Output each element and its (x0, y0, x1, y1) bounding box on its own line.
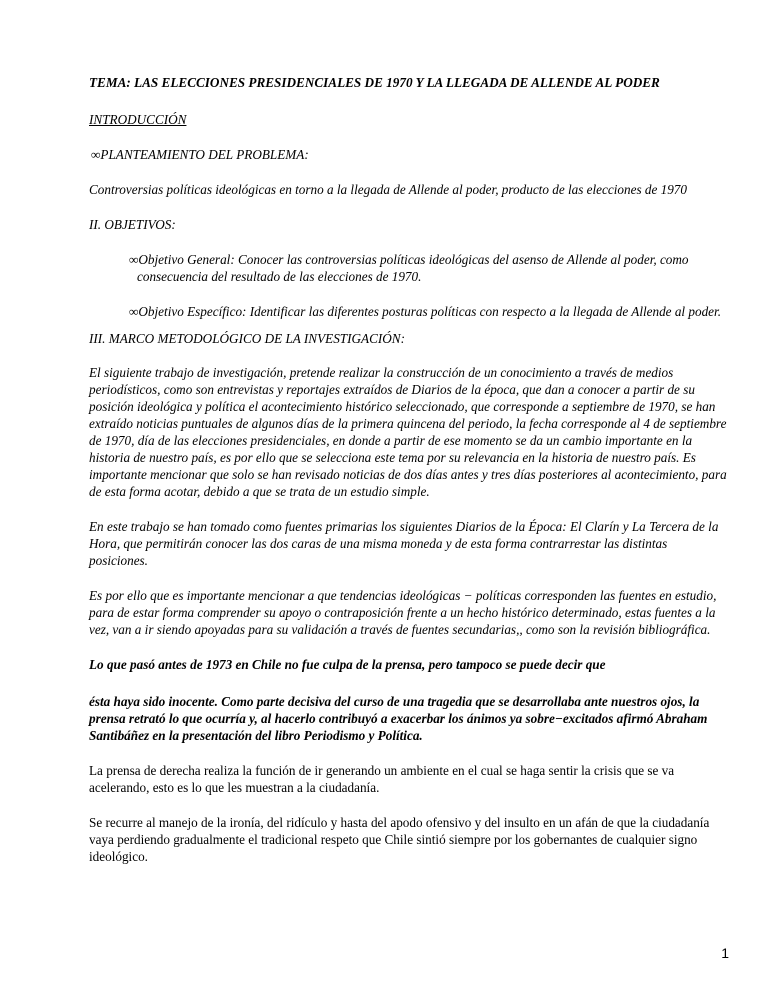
objective-specific: ∞Objetivo Específico: Identificar las diferentes posturas políticas con respecto a la llegada de Allende al poder. (129, 304, 721, 319)
problem-heading: ∞PLANTEAMIENTO DEL PROBLEMA: (91, 147, 309, 162)
body-paragraph-2: Se recurre al manejo de la ironía, del ridículo y hasta del apodo ofensivo y del insulto en un afán de que la ciudadanía vaya perdiendo gradualmente el tradicional respeto que Chile sintió siempre por los gobernantes de cualquier signo ideológico. (89, 815, 710, 864)
quote-line-2: ésta haya sido inocente. Como parte decisiva del curso de una tragedia que se desarrollaba ante nuestros ojos, la prensa retrató lo que ocurría y, al hacerlo contribuyó a exacerbar los ánimos ya sobre−excitados afirmó Abraham Santibáñez en la presentación del libro Periodismo y Política. (89, 694, 708, 743)
objectives-heading: II. OBJETIVOS: (89, 217, 176, 232)
body-paragraph-1: La prensa de derecha realiza la función de ir generando un ambiente en el cual se haga sentir la crisis que se va acelerando, esto es lo que les muestran a la ciudadanía. (89, 763, 675, 795)
method-heading: III. MARCO METODOLÓGICO DE LA INVESTIGACIÓN: (89, 331, 405, 346)
page-number: 1 (721, 945, 729, 961)
problem-text: Controversias políticas ideológicas en torno a la llegada de Allende al poder, producto de las elecciones de 1970 (89, 182, 687, 197)
document-page (89, 74, 729, 865)
objective-general: ∞Objetivo General: Conocer las controversias políticas ideológicas del asenso de Allende al poder, como consecuencia del resultado de las elecciones de 1970. (129, 252, 689, 284)
method-paragraph-1: El siguiente trabajo de investigación, pretende realizar la construcción de un conocimiento a través de medios periodísticos, como son entrevistas y reportajes extraídos de Diarios de la época, que dan a conocer a partir de su posición ideológica y política el acontecimiento histórico seleccionado, que corresponde a septiembre de 1970, se han extraído noticias puntuales de algunos días de la primera quincena del periodo, la fecha corresponde al 4 de septiembre de 1970, día de las elecciones presidenciales, en donde a partir de ese momento se da un cambio importante en la historia de nuestro país, es por ello que se selecciona este tema por su relevancia en la historia de nuestro país. Es importante mencionar que solo se han revisado noticias de dos días antes y tres días posteriores al acontecimiento, para de esta forma acotar, debido a que se trata de un estudio simple. (89, 365, 727, 499)
document-title: TEMA: LAS ELECCIONES PRESIDENCIALES DE 1970 Y LA LLEGADA DE ALLENDE AL PODER (89, 75, 660, 90)
method-paragraph-2: En este trabajo se han tomado como fuentes primarias los siguientes Diarios de la Época: El Clarín y La Tercera de la Hora, que permitirán conocer las dos caras de una misma moneda y de esta forma contrarrestar las distintas posiciones. (89, 519, 719, 568)
quote-line-1: Lo que pasó antes de 1973 en Chile no fue culpa de la prensa, pero tampoco se puede decir que (89, 657, 606, 672)
intro-heading: INTRODUCCIÓN (89, 112, 187, 127)
method-paragraph-3: Es por ello que es importante mencionar a que tendencias ideológicas − políticas corresponden las fuentes en estudio, para de estar forma comprender su apoyo o contraposición frente a un hecho histórico determinado, estas fuentes a la vez, van a ir siendo apoyadas para su validación a través de fuentes secundarias,, como son la revisión bibliográfica. (89, 588, 717, 637)
